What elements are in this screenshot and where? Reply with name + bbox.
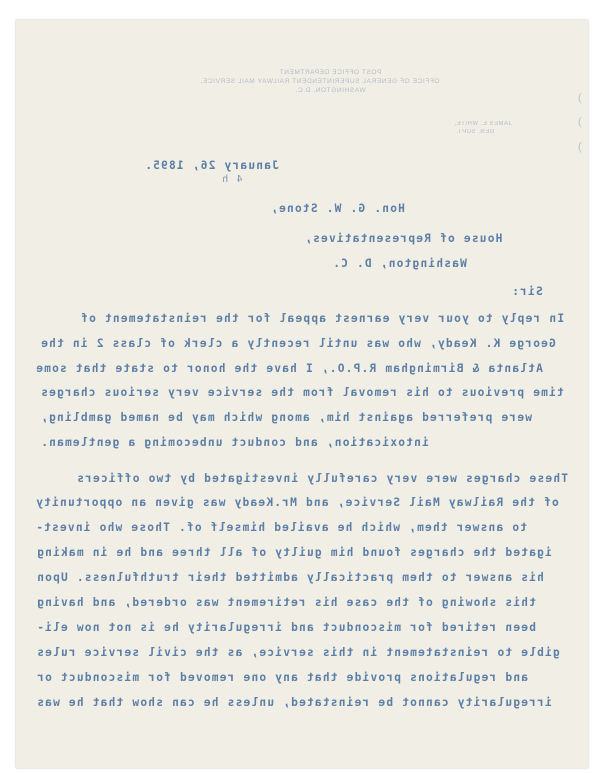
address-line-2: House of Representatives, [304,232,503,245]
address-line-3: Washington, D. C. [332,257,467,270]
body-line: These charges were very carefully investigated by two officers [76,472,568,485]
body-line: to answer them, which he availed himself of. Those who invest- [35,521,527,534]
body-line: Atlanta & Birmingham R.P.O., I have the honor to state that some [35,362,543,375]
date-note: 4 h [221,174,243,185]
body-line: gible to reinstatement in this service, as the civil service rules [36,646,560,659]
letter-date: January 26, 1895. [144,159,279,172]
body-line: been retired for misconduct and irregularity he is not now eli- [36,621,536,634]
body-line: intoxication, and conduct unbecoming a gentleman. [40,436,429,449]
margin-mark: ( [578,92,582,104]
body-line: igated the charges found him guilty of all three and he in making [36,546,552,559]
body-line: his answer to them practically admitted their truthfulness. Upon [36,571,544,584]
letterhead-line-3: WASHINGTON, D.C. [294,87,366,94]
body-line: In reply to your very earnest appeal for the reinstatement of [80,312,565,325]
body-line: of the Railway Mail Service, and Mr.Keady was given an opportunity [35,496,559,509]
side-note-line-1: JAMES E. WHITE, [454,121,512,127]
body-line: were preferred against him, among which may be named gambling, [40,411,532,424]
body-line: time previous to his removal from the service very serious charges [40,386,564,399]
salutation: Sir: [511,285,543,298]
body-line: and regulations provide that any one removed for misconduct or [36,671,528,684]
body-line: irregularity cannot be reinstated, unless he can show that he was [36,696,552,709]
margin-mark: ( [578,141,582,153]
margin-mark: ( [578,116,582,128]
address-line-1: Hon. G. W. Stone, [270,202,405,215]
body-line: George K. Keady, who was until recently a clerk of class 2 in the [40,337,556,350]
body-line: this showing of the case his retirement was ordered, and having [36,596,536,609]
letterhead-line-2: OFFICE OF GENERAL SUPERINTENDENT RAILWAY MAIL SERVICE, [200,78,440,85]
letterhead-line-1: POST OFFICE DEPARTMENT [278,69,382,76]
side-note-line-2: GEN. SUPT. [456,129,495,135]
